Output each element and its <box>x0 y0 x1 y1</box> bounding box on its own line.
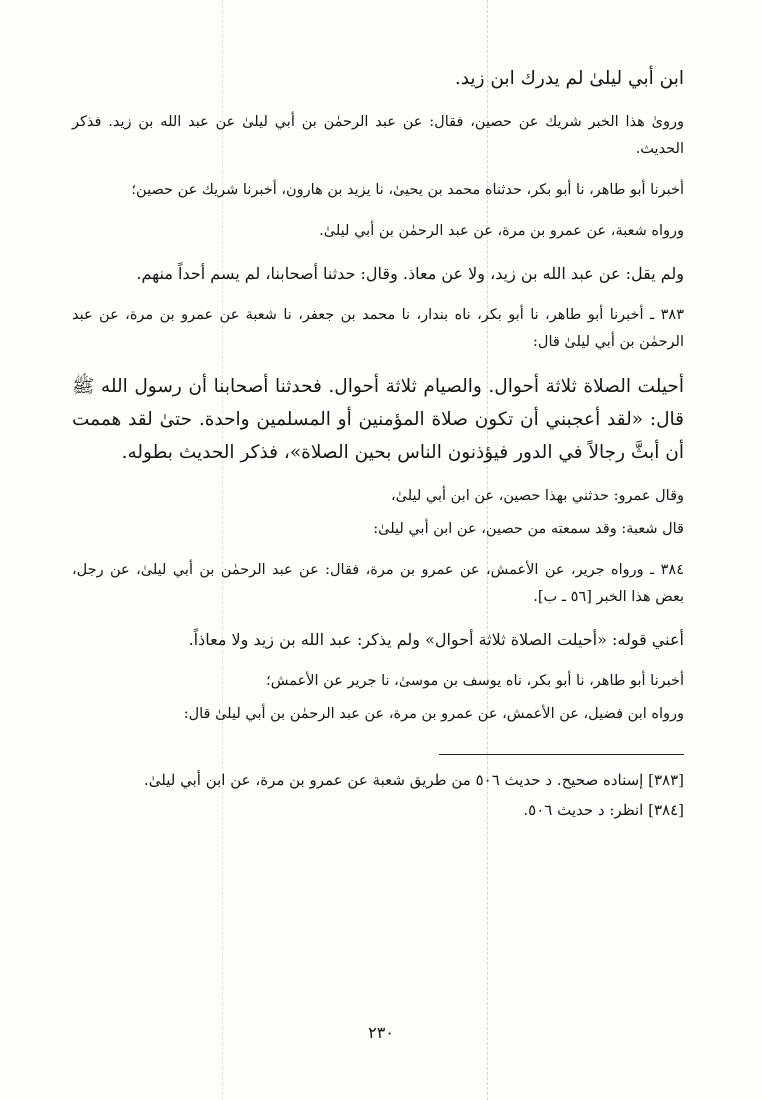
hadith-383-matn: أحيلت الصلاة ثلاثة أحوال. والصيام ثلاثة أحوال. فحدثنا أصحابنا أن رسول الله ﷺ قال: «لقد أعجبني أن تكون صلاة المؤمنين أو المسلمين واحدة. حتىٰ لقد هممت أن أبثَّ رجالاً في الدور فيؤذنون الناس بحين الصلاة»، فذكر الحديث بطوله. <box>72 376 684 463</box>
hadith-384-isnad: ٣٨٤ ـ ورواه جرير، عن الأعمش، عن عمرو بن مرة، فقال: عن عبد الرحمٰن بن أبي ليلىٰ، عن رجل، بعض هذا الخبر [٥٦ ـ ب]. <box>72 562 684 605</box>
hadith-383-isnad: ٣٨٣ ـ أخبرنا أبو طاهر، نا أبو بكر، ناه بندار، نا محمد بن جعفر، نا شعبة عن عمرو بن مرة، عن عبد الرحمٰن بن أبي ليلىٰ قال: <box>72 307 684 350</box>
paragraph-shuba: قال شعبة: وقد سمعته من حصين، عن ابن أبي ليلىٰ: <box>373 521 684 537</box>
paragraph-3: أخبرنا أبو طاهر، نا أبو بكر، حدثناه محمد بن يحيىٰ، نا يزيد بن هارون، أخبرنا شريك عن حصين؛ <box>131 182 684 198</box>
paragraph-ibn-fudayl: ورواه ابن فضيل، عن الأعمش، عن عمرو بن مرة، عن عبد الرحمٰن بن أبي ليلىٰ قال: <box>183 706 684 722</box>
hadith-384-note: أعني قوله: «أحيلت الصلاة ثلاثة أحوال» ولم يذكر: عبد الله بن زيد ولا معاذاً. <box>188 630 684 649</box>
paragraph-1: ابن أبي ليلىٰ لم يدرك ابن زيد. <box>454 68 684 89</box>
footnote-divider <box>439 754 684 755</box>
paragraph-amr: وقال عمرو: حدثني بهذا حصين، عن ابن أبي ليلىٰ، <box>390 488 684 504</box>
paragraph-2: ورویٰ هذا الخبر شريك عن حصين، فقال: عن عبد الرحمٰن بن أبي ليلىٰ عن عبد الله بن زيد. فذكر الحديث. <box>72 114 684 157</box>
footnote-383: [٣٨٣] إسناده صحيح. د حديث ٥٠٦ من طريق شعبة عن عمرو بن مرة، عن ابن أبي ليلىٰ. <box>143 771 684 789</box>
page-number: ٢٣٠ <box>368 1023 394 1042</box>
paragraph-4: ورواه شعبة، عن عمرو بن مرة، عن عبد الرحمٰن بن أبي ليلىٰ. <box>319 223 684 239</box>
paragraph-abu-tahir: أخبرنا أبو طاهر، نا أبو بكر، ناه يوسف بن موسىٰ، نا جرير عن الأعمش؛ <box>266 673 684 689</box>
paragraph-5: ولم يقل: عن عبد الله بن زيد، ولا عن معاذ. وقال: حدثنا أصحابنا، لم يسم أحداً منهم. <box>136 264 684 283</box>
page-body <box>72 62 684 825</box>
footnote-384: [٣٨٤] انظر: د حديث ٥٠٦. <box>523 801 684 819</box>
